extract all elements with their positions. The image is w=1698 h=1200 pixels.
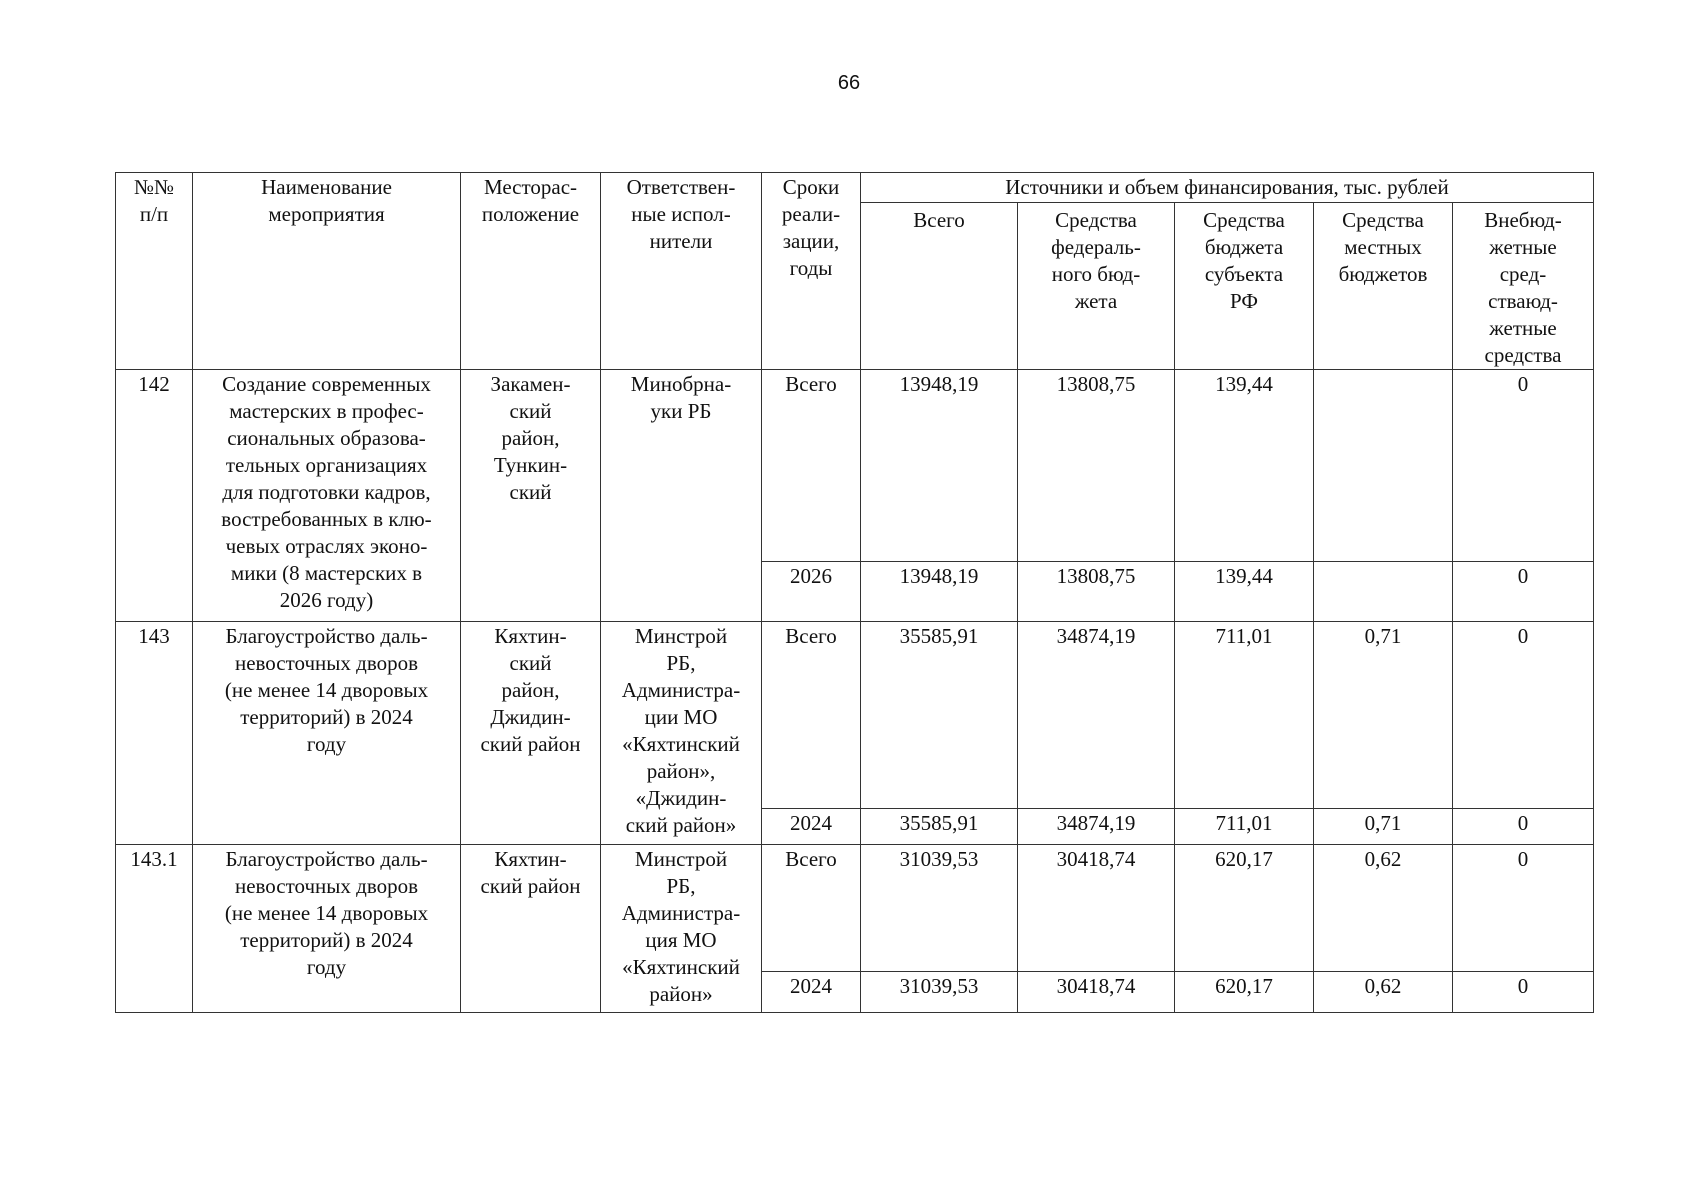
row-extra: 0	[1453, 622, 1594, 809]
row-local: 0,71	[1314, 809, 1453, 845]
row-extra: 0	[1453, 845, 1594, 972]
row-federal: 13808,75	[1018, 562, 1175, 622]
row-extra: 0	[1453, 370, 1594, 562]
row-location: Кяхтин- ский район	[461, 845, 601, 1013]
row-period: 2024	[762, 972, 861, 1013]
row-location: Кяхтин- ский район, Джидин- ский район	[461, 622, 601, 845]
header-name: Наименование мероприятия	[193, 173, 461, 370]
row-total: 35585,91	[861, 622, 1018, 809]
financing-table	[115, 172, 1594, 1013]
header-total: Всего	[861, 203, 1018, 370]
row-local	[1314, 370, 1453, 562]
row-local: 0,62	[1314, 972, 1453, 1013]
row-total: 13948,19	[861, 370, 1018, 562]
table-header	[116, 173, 1594, 370]
table-row	[116, 622, 1594, 809]
row-num: 142	[116, 370, 193, 622]
row-federal: 34874,19	[1018, 809, 1175, 845]
header-extra: Внебюд- жетные сред- стваюд- жетные средства	[1453, 203, 1594, 370]
row-subject: 139,44	[1175, 562, 1314, 622]
header-funding-group: Источники и объем финансирования, тыс. рублей	[861, 173, 1594, 203]
row-executors: Минстрой РБ, Администра- ции МО «Кяхтинский район», «Джидин- ский район»	[601, 622, 762, 845]
row-total: 31039,53	[861, 972, 1018, 1013]
row-local: 0,62	[1314, 845, 1453, 972]
row-period: 2024	[762, 809, 861, 845]
row-subject: 711,01	[1175, 622, 1314, 809]
header-executors: Ответствен- ные испол- нители	[601, 173, 762, 370]
header-subject: Средства бюджета субъекта РФ	[1175, 203, 1314, 370]
row-federal: 30418,74	[1018, 972, 1175, 1013]
row-extra: 0	[1453, 562, 1594, 622]
row-name: Создание современных мастерских в профес- сиональных образова- тельных организациях для подготовки кадров, востребованных в клю- чевых отраслях эконо- мики (8 мастерских в 2026 году)	[193, 370, 461, 622]
row-subject: 620,17	[1175, 972, 1314, 1013]
row-local	[1314, 562, 1453, 622]
page-number: 66	[837, 72, 861, 94]
row-period: Всего	[762, 845, 861, 972]
header-local: Средства местных бюджетов	[1314, 203, 1453, 370]
table-row	[116, 370, 1594, 562]
row-period: Всего	[762, 370, 861, 562]
row-executors: Минстрой РБ, Администра- ция МО «Кяхтинский район»	[601, 845, 762, 1013]
row-extra: 0	[1453, 972, 1594, 1013]
row-executors: Минобрна- уки РБ	[601, 370, 762, 622]
header-period: Сроки реали- зации, годы	[762, 173, 861, 370]
row-federal: 30418,74	[1018, 845, 1175, 972]
row-extra: 0	[1453, 809, 1594, 845]
row-name: Благоустройство даль- невосточных дворов (не менее 14 дворовых территорий) в 2024 году	[193, 622, 461, 845]
row-local: 0,71	[1314, 622, 1453, 809]
row-federal: 34874,19	[1018, 622, 1175, 809]
row-num: 143.1	[116, 845, 193, 1013]
row-num: 143	[116, 622, 193, 845]
row-subject: 139,44	[1175, 370, 1314, 562]
row-period: Всего	[762, 622, 861, 809]
table-row	[116, 845, 1594, 972]
row-period: 2026	[762, 562, 861, 622]
row-total: 13948,19	[861, 562, 1018, 622]
row-total: 31039,53	[861, 845, 1018, 972]
header-num: №№ п/п	[116, 173, 193, 370]
row-location: Закамен- ский район, Тункин- ский	[461, 370, 601, 622]
header-federal: Средства федераль- ного бюд- жета	[1018, 203, 1175, 370]
header-location: Месторас- положение	[461, 173, 601, 370]
row-subject: 711,01	[1175, 809, 1314, 845]
row-federal: 13808,75	[1018, 370, 1175, 562]
row-subject: 620,17	[1175, 845, 1314, 972]
row-total: 35585,91	[861, 809, 1018, 845]
row-name: Благоустройство даль- невосточных дворов (не менее 14 дворовых территорий) в 2024 году	[193, 845, 461, 1013]
